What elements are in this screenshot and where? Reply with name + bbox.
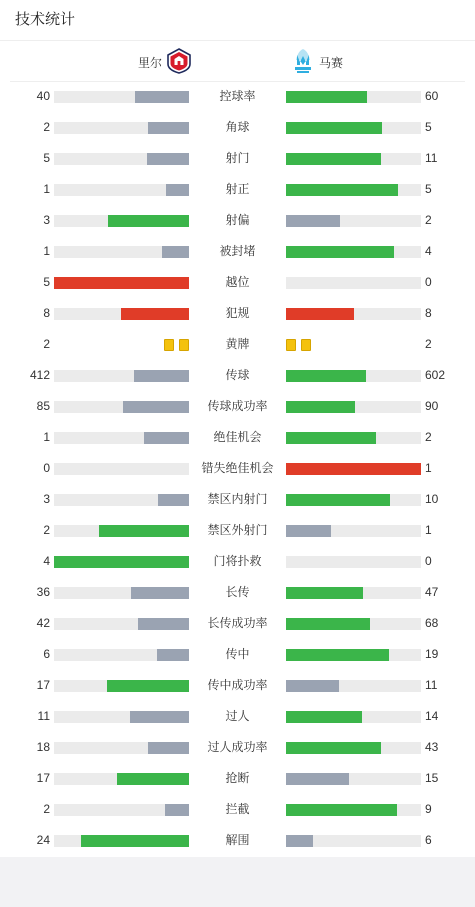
away-stat-bar-track [286, 494, 421, 506]
away-stat-value: 2 [425, 337, 432, 351]
page-title: 技术统计 [15, 11, 76, 28]
stat-row [0, 174, 475, 205]
home-stat-bar-track [54, 153, 189, 165]
stat-row [0, 329, 475, 360]
away-stat-bar-fill [286, 370, 366, 382]
away-stat-value: 8 [425, 306, 432, 320]
home-stat-bar-fill [117, 773, 189, 785]
home-stat-bar-track [54, 308, 189, 320]
home-stat-bar-track [54, 432, 189, 444]
away-stat-value: 14 [425, 709, 439, 723]
home-stat-bar-track [54, 618, 189, 630]
home-stat-bar-track [54, 215, 189, 227]
home-stat-bar-fill [158, 494, 189, 506]
away-stat-bar-fill [286, 308, 354, 320]
home-stat-bar-fill [123, 401, 189, 413]
home-stat-bar-fill [135, 91, 189, 103]
away-stat-bar-fill [286, 246, 394, 258]
stat-label: 射门 [225, 151, 250, 165]
away-stat-value: 5 [425, 120, 432, 134]
lille-crest-icon [166, 48, 192, 77]
away-stat-bar-fill [286, 711, 362, 723]
away-stat-value: 68 [425, 616, 439, 630]
home-stat-bar-track [54, 711, 189, 723]
home-stat-value: 4 [43, 554, 50, 568]
home-stat-value: 3 [43, 213, 50, 227]
home-stat-bar-fill [131, 587, 189, 599]
home-stat-bar-track [54, 401, 189, 413]
home-stat-bar-track [54, 277, 189, 289]
stat-row [0, 360, 475, 391]
away-stat-bar-track [286, 618, 421, 630]
away-stat-bar-track [286, 277, 421, 289]
away-team-name: 马赛 [319, 55, 344, 70]
home-stat-bar-track [54, 773, 189, 785]
away-stat-value: 47 [425, 585, 439, 599]
away-stat-bar-fill [286, 587, 363, 599]
home-stat-bar-track [54, 184, 189, 196]
away-stat-value: 5 [425, 182, 432, 196]
home-stat-bar-fill [121, 308, 189, 320]
home-stat-bar-track [54, 804, 189, 816]
away-stat-bar-track [286, 246, 421, 258]
stat-label: 长传 [225, 585, 250, 599]
home-stat-bar-fill [54, 556, 189, 568]
home-stat-bar-track [54, 835, 189, 847]
home-stat-bar-track [54, 525, 189, 537]
home-stat-bar-fill [99, 525, 189, 537]
away-stat-bar-fill [286, 835, 313, 847]
away-stat-bar-fill [286, 618, 370, 630]
away-stat-bar-track [286, 370, 421, 382]
home-stat-value: 11 [37, 709, 50, 723]
away-stat-bar-track [286, 587, 421, 599]
away-stat-bar-fill [286, 742, 381, 754]
home-stat-bar-fill [54, 277, 189, 289]
away-stat-value: 2 [425, 213, 432, 227]
away-stat-bar-fill [286, 153, 381, 165]
marseille-crest-icon [292, 48, 314, 77]
stat-label: 长传成功率 [207, 616, 268, 630]
stat-label: 禁区外射门 [207, 523, 268, 537]
stat-label: 角球 [225, 120, 250, 134]
home-stat-bar-fill [162, 246, 189, 258]
home-stat-value: 3 [43, 492, 50, 506]
away-stat-bar-track [286, 804, 421, 816]
away-stat-bar-track [286, 773, 421, 785]
away-stat-bar-fill [286, 649, 389, 661]
home-stat-bar-fill [148, 122, 189, 134]
home-stat-value: 8 [43, 306, 50, 320]
away-stat-bar-fill [286, 122, 382, 134]
away-stat-bar-track [286, 463, 421, 475]
home-stat-bar-fill [157, 649, 189, 661]
home-team[interactable] [138, 49, 192, 75]
stat-label: 被封堵 [219, 244, 256, 258]
stat-label: 拦截 [225, 802, 250, 816]
home-stat-bar-track [54, 742, 189, 754]
stat-label: 传中成功率 [207, 678, 268, 692]
stat-row [0, 112, 475, 143]
stat-label: 过人 [225, 709, 250, 723]
home-stat-bar-track [54, 649, 189, 661]
yellow-card-icon [286, 339, 296, 351]
home-stat-bar-track [54, 91, 189, 103]
stat-label: 过人成功率 [207, 740, 268, 754]
home-stat-bar-track [54, 463, 189, 475]
away-stat-bar-track [286, 680, 421, 692]
away-stat-bar-fill [286, 773, 349, 785]
stat-label: 抢断 [225, 771, 250, 785]
stat-label: 犯规 [225, 306, 250, 320]
stat-label: 越位 [225, 275, 250, 289]
home-yellow-cards [164, 339, 189, 351]
stat-row [0, 236, 475, 267]
stat-label: 射偏 [225, 213, 250, 227]
stat-row [0, 298, 475, 329]
away-stat-value: 2 [425, 430, 432, 444]
stat-row [0, 81, 475, 112]
away-stat-bar-fill [286, 463, 421, 475]
stat-label: 传球 [225, 368, 250, 382]
home-stat-bar-fill [166, 184, 189, 196]
away-stat-value: 19 [425, 647, 439, 661]
away-stat-bar-fill [286, 680, 339, 692]
away-stat-bar-fill [286, 525, 331, 537]
home-stat-value: 2 [43, 523, 50, 537]
away-stat-bar-fill [286, 184, 398, 196]
away-stat-bar-track [286, 122, 421, 134]
stat-row [0, 701, 475, 732]
home-stat-bar-track [54, 556, 189, 568]
home-stat-bar-track [54, 494, 189, 506]
home-stat-value: 42 [36, 616, 50, 630]
yellow-card-icon [179, 339, 189, 351]
stat-row [0, 732, 475, 763]
home-stat-value: 85 [36, 399, 50, 413]
home-stat-value: 2 [43, 120, 50, 134]
stat-row [0, 515, 475, 546]
stat-row [0, 453, 475, 484]
home-stat-value: 24 [36, 833, 50, 847]
away-stat-value: 10 [425, 492, 439, 506]
stat-label: 错失绝佳机会 [201, 461, 274, 475]
away-stat-bar-track [286, 742, 421, 754]
away-stat-value: 90 [425, 399, 439, 413]
stat-label: 控球率 [219, 89, 256, 103]
home-stat-value: 5 [43, 151, 50, 165]
stat-row [0, 577, 475, 608]
away-stat-value: 60 [425, 89, 439, 103]
home-stat-bar-fill [147, 153, 189, 165]
away-stat-bar-fill [286, 91, 367, 103]
away-stat-bar-track [286, 215, 421, 227]
stat-row [0, 205, 475, 236]
home-stat-value: 36 [36, 585, 50, 599]
home-team-name: 里尔 [138, 55, 163, 70]
away-stat-bar-track [286, 308, 421, 320]
stats-list [0, 81, 475, 856]
stat-row [0, 422, 475, 453]
away-stat-value: 602 [425, 368, 446, 382]
away-stat-value: 0 [425, 275, 432, 289]
home-stat-value: 6 [43, 647, 50, 661]
home-stat-bar-fill [108, 215, 189, 227]
away-stat-bar-track [286, 649, 421, 661]
home-stat-bar-fill [134, 370, 189, 382]
away-stat-value: 11 [425, 678, 438, 692]
home-stat-value: 18 [36, 740, 50, 754]
home-stat-bar-track [54, 370, 189, 382]
stat-row [0, 267, 475, 298]
teams-header [0, 41, 475, 81]
stat-row [0, 639, 475, 670]
yellow-card-icon [164, 339, 174, 351]
home-stat-value: 1 [43, 182, 50, 196]
stat-label: 禁区内射门 [207, 492, 268, 506]
away-stat-bar-track [286, 556, 421, 568]
home-stat-bar-fill [138, 618, 189, 630]
away-stat-bar-track [286, 91, 421, 103]
stat-row [0, 391, 475, 422]
home-stat-bar-fill [81, 835, 189, 847]
away-stat-value: 11 [425, 151, 438, 165]
stat-label: 传球成功率 [207, 399, 268, 413]
stat-row [0, 484, 475, 515]
home-stat-value: 2 [43, 337, 50, 351]
home-stat-bar-track [54, 246, 189, 258]
home-stat-value: 412 [29, 368, 50, 382]
home-stat-value: 17 [36, 771, 50, 785]
home-stat-bar-fill [107, 680, 189, 692]
away-stat-bar-track [286, 184, 421, 196]
stat-label: 解围 [225, 833, 250, 847]
stat-row [0, 670, 475, 701]
stat-label: 绝佳机会 [213, 430, 262, 444]
yellow-card-icon [301, 339, 311, 351]
stat-row [0, 608, 475, 639]
away-stat-value: 9 [425, 802, 432, 816]
away-stat-bar-track [286, 835, 421, 847]
away-stat-value: 6 [425, 833, 432, 847]
home-stat-value: 40 [36, 89, 50, 103]
away-stat-bar-track [286, 525, 421, 537]
home-stat-bar-track [54, 122, 189, 134]
away-stat-bar-track [286, 401, 421, 413]
away-stat-bar-track [286, 432, 421, 444]
away-stat-bar-fill [286, 215, 340, 227]
home-stat-value: 1 [43, 430, 50, 444]
stat-label: 传中 [225, 647, 250, 661]
home-stat-bar-fill [165, 804, 189, 816]
stat-row [0, 143, 475, 174]
stat-row [0, 825, 475, 856]
home-stat-value: 0 [43, 461, 50, 475]
away-stat-value: 15 [425, 771, 439, 785]
home-stat-value: 17 [36, 678, 50, 692]
away-stat-bar-fill [286, 401, 355, 413]
away-stat-bar-fill [286, 494, 390, 506]
home-stat-value: 5 [43, 275, 50, 289]
away-stat-bar-fill [286, 804, 397, 816]
away-stat-value: 1 [425, 461, 432, 475]
stat-row [0, 546, 475, 577]
stat-row [0, 763, 475, 794]
stat-row [0, 794, 475, 825]
home-stat-bar-fill [144, 432, 189, 444]
away-stat-value: 0 [425, 554, 432, 568]
home-stat-bar-track [54, 680, 189, 692]
stat-label: 门将扑救 [213, 554, 262, 568]
stat-label: 黄牌 [225, 337, 250, 351]
home-stat-value: 1 [43, 244, 50, 258]
stat-label: 射正 [225, 182, 250, 196]
home-stat-bar-fill [130, 711, 189, 723]
away-stat-bar-fill [286, 432, 376, 444]
away-stat-value: 1 [425, 523, 432, 537]
home-stat-value: 2 [43, 802, 50, 816]
away-stat-value: 4 [425, 244, 432, 258]
away-yellow-cards [286, 339, 311, 351]
home-stat-bar-track [54, 587, 189, 599]
away-stat-bar-track [286, 711, 421, 723]
home-stat-bar-fill [148, 742, 189, 754]
away-stat-value: 43 [425, 740, 439, 754]
away-stat-bar-track [286, 153, 421, 165]
away-team[interactable] [292, 49, 343, 75]
